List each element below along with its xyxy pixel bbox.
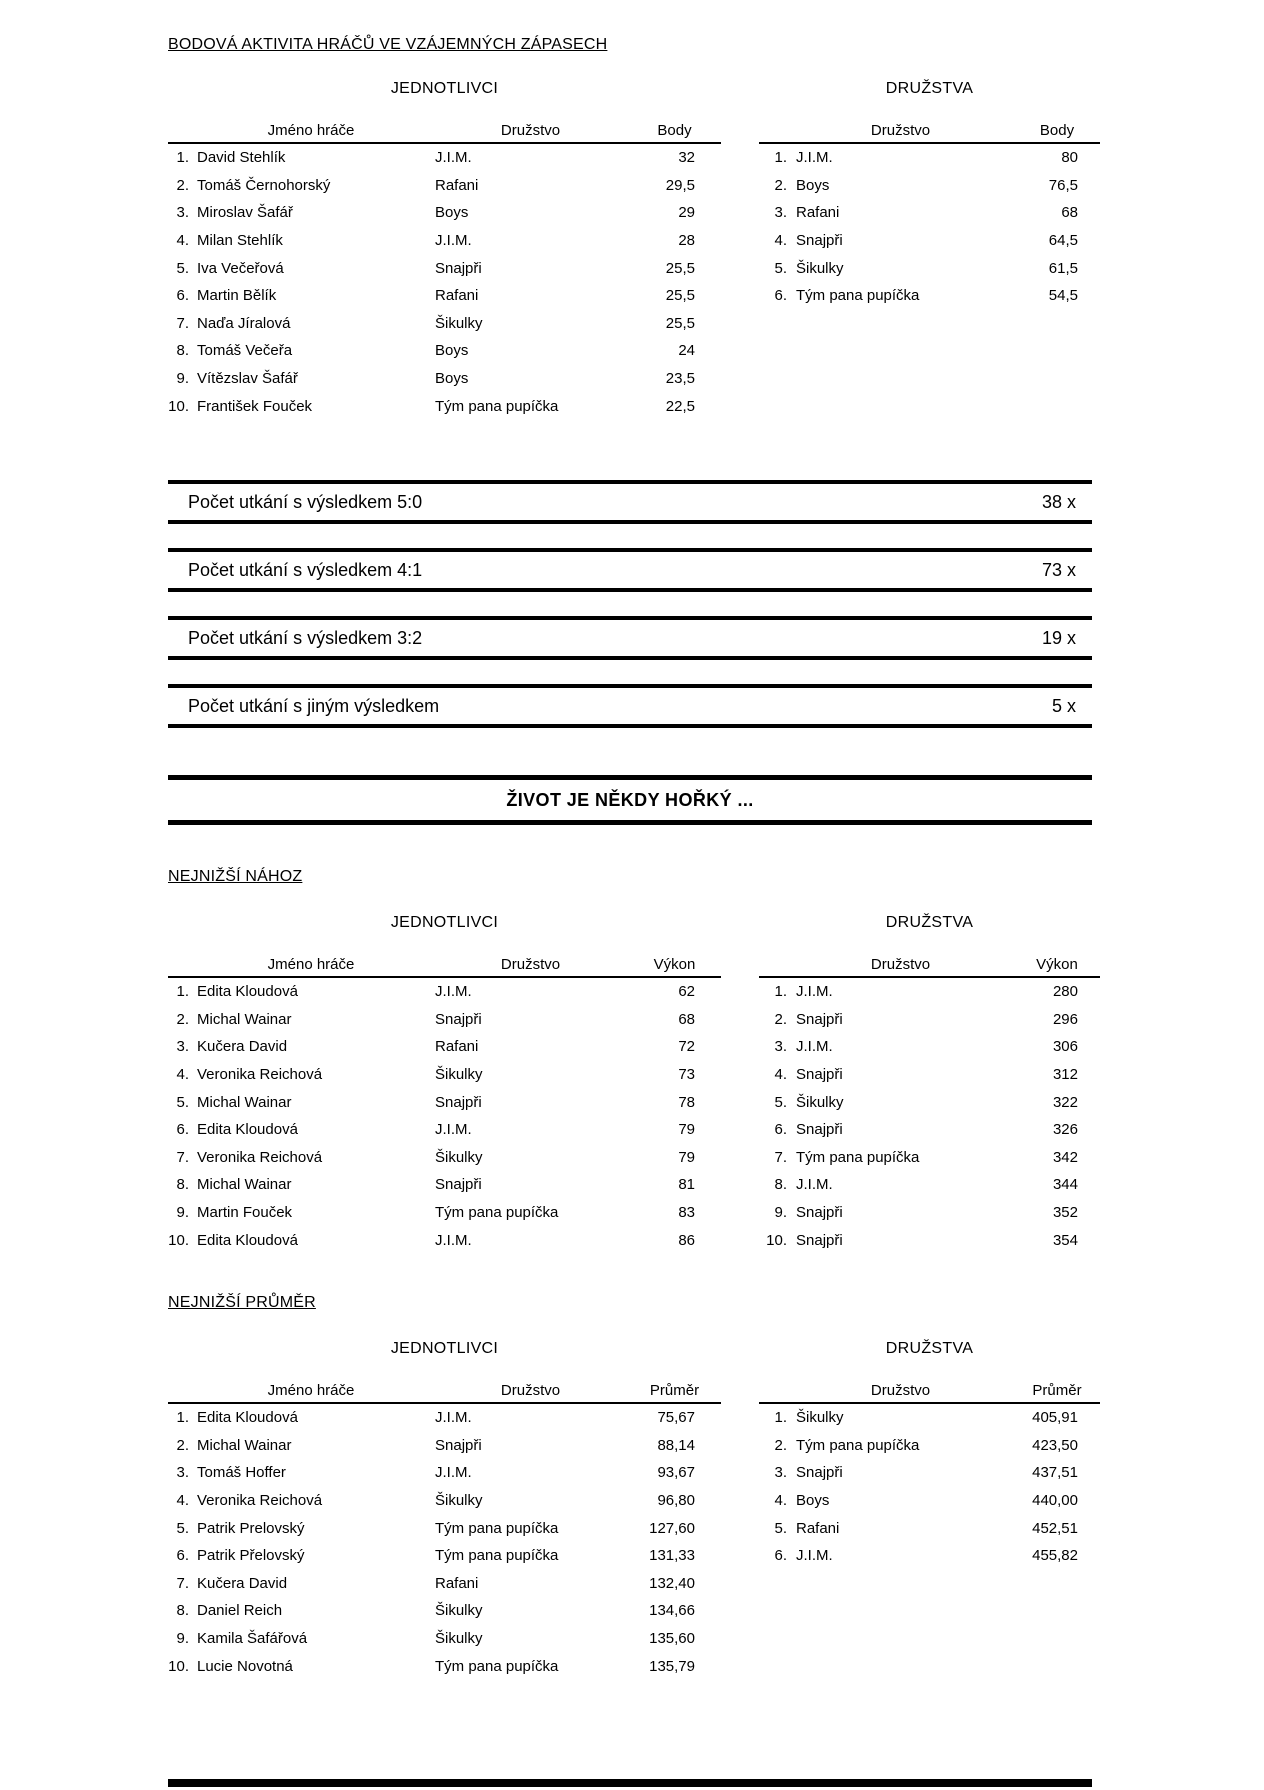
rank-cell: 8. — [176, 342, 189, 360]
team-cell: Tým pana pupíčka — [435, 397, 559, 415]
lowest-throw-teams-table — [759, 914, 1100, 1254]
player-name-cell: Edita Kloudová — [197, 1409, 298, 1427]
table-row — [759, 1116, 1100, 1144]
team-cell: Rafani — [435, 287, 479, 305]
value-cell: 135,79 — [649, 1657, 695, 1675]
team-cell: Snajpři — [796, 1204, 843, 1222]
table-row — [759, 144, 1100, 172]
team-cell: Šikulky — [435, 1630, 483, 1648]
team-cell: Tým pana pupíčka — [796, 1148, 920, 1166]
rank-cell: 10. — [168, 1657, 189, 1675]
value-cell: 25,5 — [665, 287, 695, 305]
table-row — [759, 1514, 1100, 1542]
rank-cell: 6. — [176, 1547, 189, 1565]
value-cell: 306 — [1052, 1038, 1078, 1056]
rank-cell: 4. — [176, 1066, 189, 1084]
value-cell: 405,91 — [1032, 1409, 1078, 1427]
column-header-team: Družstvo — [870, 122, 931, 139]
player-name-cell: Iva Večeřová — [197, 259, 284, 277]
rank-cell: 1. — [176, 1409, 189, 1427]
value-cell: 25,5 — [665, 314, 695, 332]
table-row — [168, 1088, 721, 1116]
table-row — [759, 1432, 1100, 1460]
value-cell: 79 — [678, 1148, 695, 1166]
value-cell: 64,5 — [1048, 232, 1078, 250]
table-row — [168, 1432, 721, 1460]
table-row — [759, 1199, 1100, 1227]
table-row — [759, 978, 1100, 1006]
team-cell: Snajpři — [796, 1066, 843, 1084]
table-row — [168, 337, 721, 365]
teams-table-title: DRUŽSTVA — [885, 914, 974, 931]
table-row — [759, 1459, 1100, 1487]
rank-cell: 1. — [774, 1409, 787, 1427]
table-rows — [168, 1404, 721, 1680]
value-cell: 32 — [678, 149, 695, 167]
value-cell: 86 — [678, 1231, 695, 1249]
team-cell: Snajpři — [435, 1010, 482, 1028]
table-row — [168, 1226, 721, 1254]
table-row — [168, 310, 721, 338]
team-cell: Snajpři — [796, 1010, 843, 1028]
team-cell: Snajpři — [796, 1464, 843, 1482]
rank-cell: 7. — [176, 1148, 189, 1166]
player-name-cell: Daniel Reich — [197, 1602, 283, 1620]
rank-cell: 3. — [774, 1038, 787, 1056]
value-cell: 437,51 — [1032, 1464, 1078, 1482]
value-cell: 440,00 — [1032, 1492, 1078, 1510]
rank-cell: 6. — [176, 287, 189, 305]
table-row — [168, 1625, 721, 1653]
team-cell: Rafani — [435, 1038, 479, 1056]
team-cell: Šikulky — [435, 314, 483, 332]
table-header — [759, 1382, 1100, 1404]
table-row — [168, 1459, 721, 1487]
team-cell: Tým pana pupíčka — [435, 1204, 559, 1222]
rank-cell: 4. — [774, 1066, 787, 1084]
match-count-label: Počet utkání s výsledkem 3:2 — [188, 627, 423, 648]
teams-table-title: DRUŽSTVA — [885, 1340, 974, 1357]
rank-cell: 5. — [176, 1519, 189, 1537]
table-row — [168, 172, 721, 200]
team-cell: Snajpři — [435, 259, 482, 277]
value-cell: 78 — [678, 1093, 695, 1111]
player-name-cell: Patrik Prelovský — [197, 1519, 305, 1537]
team-cell: Boys — [435, 370, 469, 388]
table-row — [759, 199, 1100, 227]
team-cell: Snajpři — [796, 1231, 843, 1249]
rank-cell: 6. — [774, 1547, 787, 1565]
team-cell: Snajpři — [435, 1093, 482, 1111]
value-cell: 25,5 — [665, 259, 695, 277]
table-row — [759, 254, 1100, 282]
team-cell: Šikulky — [435, 1602, 483, 1620]
team-cell: Boys — [435, 342, 469, 360]
table-row — [759, 1226, 1100, 1254]
document-title: BODOVÁ AKTIVITA HRÁČŮ VE VZÁJEMNÝCH ZÁPASECH — [168, 36, 608, 53]
value-cell: 28 — [678, 232, 695, 250]
player-name-cell: Michal Wainar — [197, 1010, 292, 1028]
column-header-team: Družstvo — [500, 122, 561, 139]
value-cell: 280 — [1052, 983, 1078, 1001]
table-row — [168, 199, 721, 227]
table-row — [168, 365, 721, 393]
team-cell: Snajpři — [435, 1436, 482, 1454]
value-cell: 131,33 — [649, 1547, 695, 1565]
team-cell: Rafani — [435, 176, 479, 194]
table-row — [759, 1487, 1100, 1515]
teams-table-title: DRUŽSTVA — [885, 80, 974, 97]
table-row — [168, 1006, 721, 1034]
rank-cell: 2. — [176, 1436, 189, 1454]
team-cell: J.I.M. — [435, 983, 472, 1001]
table-row — [168, 254, 721, 282]
table-header — [168, 122, 721, 144]
team-cell: J.I.M. — [435, 149, 472, 167]
rank-cell: 1. — [774, 149, 787, 167]
lowest-average-teams-table — [759, 1340, 1100, 1570]
rank-cell: 2. — [176, 1010, 189, 1028]
rank-cell: 9. — [176, 370, 189, 388]
team-cell: Snajpři — [796, 1121, 843, 1139]
player-name-cell: Lucie Novotná — [197, 1657, 293, 1675]
value-cell: 127,60 — [649, 1519, 695, 1537]
table-row — [168, 978, 721, 1006]
team-cell: Tým pana pupíčka — [796, 287, 920, 305]
rank-cell: 4. — [774, 1492, 787, 1510]
value-cell: 68 — [678, 1010, 695, 1028]
column-header-average: Průměr — [649, 1382, 700, 1399]
team-cell: Rafani — [435, 1574, 479, 1592]
table-row — [759, 1404, 1100, 1432]
team-cell: J.I.M. — [796, 1038, 833, 1056]
column-header-team: Družstvo — [870, 956, 931, 973]
rank-cell: 6. — [774, 1121, 787, 1139]
team-cell: Rafani — [796, 204, 840, 222]
player-name-cell: Veronika Reichová — [197, 1148, 323, 1166]
player-name-cell: Patrik Přelovský — [197, 1547, 305, 1565]
match-count-box — [168, 684, 1092, 728]
rank-cell: 4. — [774, 232, 787, 250]
table-row — [168, 1116, 721, 1144]
table-row — [759, 1144, 1100, 1172]
rank-cell: 9. — [774, 1204, 787, 1222]
value-cell: 29 — [678, 204, 695, 222]
value-cell: 342 — [1052, 1148, 1078, 1166]
table-rows — [759, 1404, 1100, 1570]
rank-cell: 1. — [774, 983, 787, 1001]
rank-cell: 8. — [176, 1176, 189, 1194]
rank-cell: 8. — [774, 1176, 787, 1194]
value-cell: 296 — [1052, 1010, 1078, 1028]
team-cell: J.I.M. — [796, 149, 833, 167]
player-name-cell: David Stehlík — [197, 149, 286, 167]
value-cell: 62 — [678, 983, 695, 1001]
rank-cell: 1. — [176, 983, 189, 1001]
rank-cell: 6. — [176, 1121, 189, 1139]
value-cell: 72 — [678, 1038, 695, 1056]
match-count-box — [168, 616, 1092, 660]
value-cell: 134,66 — [649, 1602, 695, 1620]
player-name-cell: Martin Bělík — [197, 287, 277, 305]
rank-cell: 6. — [774, 287, 787, 305]
team-cell: Boys — [796, 176, 830, 194]
lowest-throw-individuals-table — [168, 914, 721, 1254]
table-row — [168, 1597, 721, 1625]
match-count-label: Počet utkání s jiným výsledkem — [188, 695, 440, 716]
match-count-value: 38 x — [1041, 491, 1076, 512]
team-cell: J.I.M. — [796, 1176, 833, 1194]
value-cell: 23,5 — [665, 370, 695, 388]
column-header-team: Družstvo — [500, 956, 561, 973]
lowest-throw-heading: NEJNIŽŠÍ NÁHOZ — [168, 868, 303, 885]
table-header — [168, 956, 721, 978]
value-cell: 326 — [1052, 1121, 1078, 1139]
value-cell: 312 — [1052, 1066, 1078, 1084]
bottom-rule — [168, 1779, 1092, 1787]
column-header-average: Průměr — [1032, 1382, 1082, 1399]
value-cell: 455,82 — [1032, 1547, 1078, 1565]
team-cell: Šikulky — [796, 1409, 844, 1427]
player-name-cell: Michal Wainar — [197, 1436, 292, 1454]
player-name-cell: Edita Kloudová — [197, 983, 298, 1001]
table-row — [168, 1487, 721, 1515]
individuals-table-title: JEDNOTLIVCI — [390, 1340, 499, 1357]
rank-cell: 9. — [176, 1630, 189, 1648]
value-cell: 75,67 — [657, 1409, 695, 1427]
value-cell: 81 — [678, 1176, 695, 1194]
value-cell: 79 — [678, 1121, 695, 1139]
match-count-value: 19 x — [1041, 627, 1076, 648]
table-rows — [759, 144, 1100, 310]
lowest-average-heading: NEJNIŽŠÍ PRŮMĚR — [168, 1294, 316, 1311]
value-cell: 22,5 — [665, 397, 695, 415]
value-cell: 344 — [1052, 1176, 1078, 1194]
team-cell: J.I.M. — [435, 1409, 472, 1427]
team-cell: Tým pana pupíčka — [796, 1436, 920, 1454]
rank-cell: 7. — [774, 1148, 787, 1166]
table-row — [759, 1006, 1100, 1034]
table-row — [168, 1199, 721, 1227]
rank-cell: 5. — [176, 1093, 189, 1111]
table-row — [759, 1061, 1100, 1089]
table-row — [168, 1542, 721, 1570]
player-name-cell: Kamila Šafářová — [197, 1630, 308, 1648]
table-header — [168, 1382, 721, 1404]
rank-cell: 2. — [774, 176, 787, 194]
match-count-boxes — [168, 480, 1092, 752]
value-cell: 132,40 — [649, 1574, 695, 1592]
rank-cell: 3. — [176, 204, 189, 222]
value-cell: 352 — [1052, 1204, 1078, 1222]
table-row — [759, 1542, 1100, 1570]
table-header — [759, 122, 1100, 144]
column-header-player: Jméno hráče — [267, 1382, 355, 1399]
player-name-cell: Naďa Jíralová — [197, 314, 291, 332]
player-name-cell: Veronika Reichová — [197, 1066, 323, 1084]
value-cell: 83 — [678, 1204, 695, 1222]
team-cell: Šikulky — [435, 1492, 483, 1510]
team-cell: Snajpři — [435, 1176, 482, 1194]
rank-cell: 10. — [168, 397, 189, 415]
match-count-label: Počet utkání s výsledkem 4:1 — [188, 559, 423, 580]
team-cell: J.I.M. — [435, 1464, 472, 1482]
column-header-performance: Výkon — [1036, 956, 1078, 973]
team-cell: J.I.M. — [796, 1547, 833, 1565]
section-banner: ŽIVOT JE NĚKDY HOŘKÝ ... — [168, 775, 1092, 825]
team-cell: J.I.M. — [435, 1121, 472, 1139]
rank-cell: 9. — [176, 1204, 189, 1222]
table-row — [759, 172, 1100, 200]
match-count-value: 5 x — [1051, 695, 1076, 716]
team-cell: Šikulky — [435, 1148, 483, 1166]
column-header-points: Body — [657, 122, 692, 139]
table-row — [168, 227, 721, 255]
lowest-average-individuals-table — [168, 1340, 721, 1680]
points-individuals-table — [168, 80, 721, 420]
value-cell: 88,14 — [657, 1436, 695, 1454]
table-row — [168, 1033, 721, 1061]
value-cell: 423,50 — [1032, 1436, 1078, 1454]
match-count-label: Počet utkání s výsledkem 5:0 — [188, 491, 423, 512]
value-cell: 322 — [1052, 1093, 1078, 1111]
value-cell: 93,67 — [657, 1464, 695, 1482]
match-count-box — [168, 548, 1092, 592]
rank-cell: 3. — [176, 1464, 189, 1482]
value-cell: 76,5 — [1048, 176, 1078, 194]
player-name-cell: Miroslav Šafář — [197, 204, 293, 222]
player-name-cell: František Fouček — [197, 397, 313, 415]
table-rows — [168, 144, 721, 420]
player-name-cell: Kučera David — [197, 1574, 288, 1592]
player-name-cell: Michal Wainar — [197, 1093, 292, 1111]
rank-cell: 5. — [774, 259, 787, 277]
rank-cell: 8. — [176, 1602, 189, 1620]
team-cell: Boys — [435, 204, 469, 222]
table-row — [168, 392, 721, 420]
value-cell: 61,5 — [1048, 259, 1078, 277]
rank-cell: 3. — [774, 1464, 787, 1482]
value-cell: 24 — [678, 342, 695, 360]
player-name-cell: Tomáš Černohorský — [197, 176, 331, 194]
team-cell: Šikulky — [435, 1066, 483, 1084]
player-name-cell: Milan Stehlík — [197, 232, 283, 250]
rank-cell: 7. — [176, 314, 189, 332]
table-row — [759, 227, 1100, 255]
rank-cell: 10. — [766, 1231, 787, 1249]
rank-cell: 3. — [774, 204, 787, 222]
rank-cell: 5. — [774, 1093, 787, 1111]
rank-cell: 10. — [168, 1231, 189, 1249]
rank-cell: 5. — [774, 1519, 787, 1537]
team-cell: Šikulky — [796, 259, 844, 277]
table-row — [168, 1404, 721, 1432]
value-cell: 96,80 — [657, 1492, 695, 1510]
rank-cell: 5. — [176, 259, 189, 277]
table-row — [168, 282, 721, 310]
rank-cell: 2. — [774, 1436, 787, 1454]
player-name-cell: Vítězslav Šafář — [197, 370, 298, 388]
table-row — [168, 1652, 721, 1680]
table-row — [168, 1171, 721, 1199]
column-header-performance: Výkon — [653, 956, 696, 973]
table-row — [759, 282, 1100, 310]
table-row — [759, 1088, 1100, 1116]
table-rows — [168, 978, 721, 1254]
column-header-team: Družstvo — [500, 1382, 561, 1399]
column-header-player: Jméno hráče — [267, 956, 355, 973]
column-header-player: Jméno hráče — [267, 122, 355, 139]
team-cell: Šikulky — [796, 1093, 844, 1111]
player-name-cell: Edita Kloudová — [197, 1121, 298, 1139]
rank-cell: 4. — [176, 232, 189, 250]
player-name-cell: Veronika Reichová — [197, 1492, 323, 1510]
table-row — [168, 1144, 721, 1172]
table-rows — [759, 978, 1100, 1254]
player-name-cell: Edita Kloudová — [197, 1231, 298, 1249]
value-cell: 354 — [1052, 1231, 1078, 1249]
points-teams-table — [759, 80, 1100, 310]
player-name-cell: Martin Fouček — [197, 1204, 293, 1222]
rank-cell: 2. — [176, 176, 189, 194]
match-count-box — [168, 480, 1092, 524]
table-row — [168, 1061, 721, 1089]
team-cell: Tým pana pupíčka — [435, 1657, 559, 1675]
team-cell: Tým pana pupíčka — [435, 1547, 559, 1565]
table-row — [168, 1570, 721, 1598]
value-cell: 29,5 — [665, 176, 695, 194]
rank-cell: 7. — [176, 1574, 189, 1592]
team-cell: J.I.M. — [435, 1231, 472, 1249]
match-count-value: 73 x — [1041, 559, 1076, 580]
team-cell: Rafani — [796, 1519, 840, 1537]
table-row — [168, 144, 721, 172]
individuals-table-title: JEDNOTLIVCI — [390, 914, 499, 931]
column-header-points: Body — [1039, 122, 1075, 139]
value-cell: 73 — [678, 1066, 695, 1084]
individuals-table-title: JEDNOTLIVCI — [390, 80, 499, 97]
rank-cell: 3. — [176, 1038, 189, 1056]
team-cell: Snajpři — [796, 232, 843, 250]
table-row — [759, 1171, 1100, 1199]
value-cell: 452,51 — [1032, 1519, 1078, 1537]
rank-cell: 1. — [176, 149, 189, 167]
table-header — [759, 956, 1100, 978]
value-cell: 54,5 — [1048, 287, 1078, 305]
team-cell: J.I.M. — [435, 232, 472, 250]
table-row — [759, 1033, 1100, 1061]
player-name-cell: Kučera David — [197, 1038, 288, 1056]
value-cell: 68 — [1061, 204, 1078, 222]
player-name-cell: Michal Wainar — [197, 1176, 292, 1194]
player-name-cell: Tomáš Večeřa — [197, 342, 293, 360]
table-row — [168, 1514, 721, 1542]
value-cell: 80 — [1061, 149, 1078, 167]
player-name-cell: Tomáš Hoffer — [197, 1464, 286, 1482]
team-cell: Tým pana pupíčka — [435, 1519, 559, 1537]
column-header-team: Družstvo — [870, 1382, 931, 1399]
rank-cell: 2. — [774, 1010, 787, 1028]
team-cell: J.I.M. — [796, 983, 833, 1001]
value-cell: 135,60 — [649, 1630, 695, 1648]
team-cell: Boys — [796, 1492, 830, 1510]
rank-cell: 4. — [176, 1492, 189, 1510]
